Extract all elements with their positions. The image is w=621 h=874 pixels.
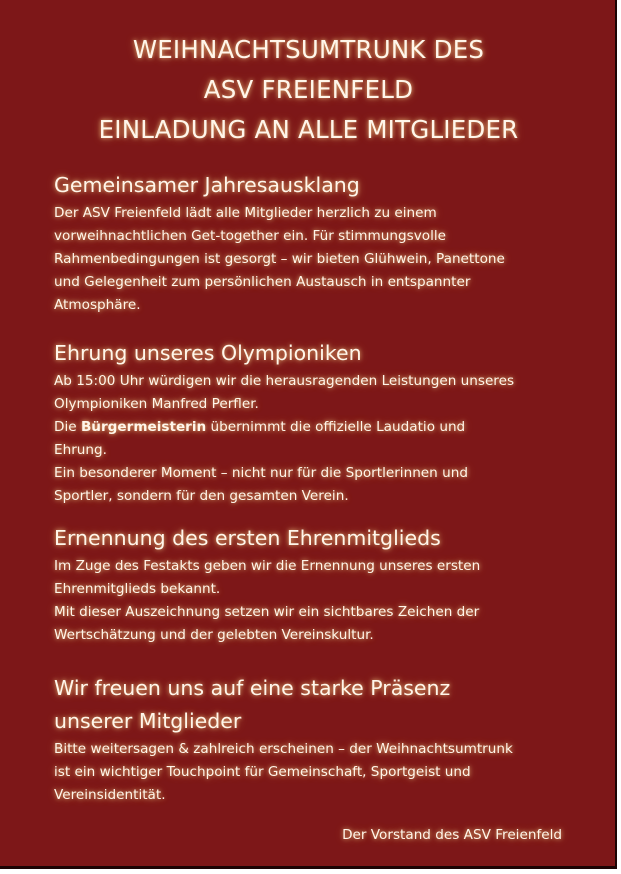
- paragraph-line: Ein besonderer Moment – nicht nur für die Sportlerinnen und: [54, 465, 468, 481]
- paragraph-line: Vereinsidentität.: [54, 787, 166, 803]
- text-span: Die: [54, 419, 81, 435]
- paragraph-line: Ehrung.: [54, 442, 107, 458]
- paragraph-line: Bitte weitersagen & zahlreich erscheinen – der Weihnachtsumtrunk: [54, 741, 513, 757]
- signature: Der Vorstand des ASV Freienfeld: [342, 827, 562, 843]
- section-heading: Wir freuen uns auf eine starke Präsenz: [54, 676, 451, 700]
- paragraph-line: vorweihnachtlichen Get-together ein. Für stimmungsvolle: [54, 228, 447, 244]
- paragraph-line: Der ASV Freienfeld lädt alle Mitglieder herzlich zu einem: [54, 205, 437, 221]
- paragraph-line: Wertschätzung und der gelebten Vereinskultur.: [54, 627, 374, 643]
- page-title: [0, 30, 617, 150]
- title-line: WEIHNACHTSUMTRUNK DES: [132, 35, 485, 64]
- paragraph-line: Sportler, sondern für den gesamten Verein.: [54, 488, 349, 504]
- paragraph-line: ist ein wichtiger Touchpoint für Gemeinschaft, Sportgeist und: [54, 764, 471, 780]
- section-heading: Ernennung des ersten Ehrenmitglieds: [54, 526, 441, 550]
- paragraph-line: und Gelegenheit zum persönlichen Austausch in entspannter: [54, 274, 471, 290]
- section-jahresausklang: [54, 169, 574, 317]
- bold-text: Bürgermeisterin: [80, 419, 207, 435]
- section-heading: Gemeinsamer Jahresausklang: [54, 173, 360, 197]
- title-line: ASV FREIENFELD: [203, 75, 414, 104]
- section-ehrenmitglied: [54, 522, 574, 647]
- paragraph-line: Im Zuge des Festakts geben wir die Ernennung unseres ersten: [54, 558, 481, 574]
- paragraph-line: Olympioniken Manfred Perfler.: [54, 396, 259, 412]
- paragraph-line: [54, 416, 574, 439]
- paragraph-line: Mit dieser Auszeichnung setzen wir ein sichtbares Zeichen der: [54, 604, 480, 620]
- paragraph-line: Ehrenmitglieds bekannt.: [54, 581, 221, 597]
- title-line: EINLADUNG AN ALLE MITGLIEDER: [98, 115, 519, 144]
- paragraph-line: Ab 15:00 Uhr würdigen wir die herausragenden Leistungen unseres: [54, 373, 515, 389]
- section-olympioniken: [54, 337, 574, 508]
- paragraph-line: Atmosphäre.: [54, 297, 141, 313]
- text-span: übernimmt die offizielle Laudatio und: [206, 419, 466, 435]
- paragraph-line: Rahmenbedingungen ist gesorgt – wir bieten Glühwein, Panettone: [54, 251, 505, 267]
- section-heading: unserer Mitglieder: [54, 709, 242, 733]
- section-heading: Ehrung unseres Olympioniken: [54, 341, 362, 365]
- section-praesenz: [54, 672, 574, 807]
